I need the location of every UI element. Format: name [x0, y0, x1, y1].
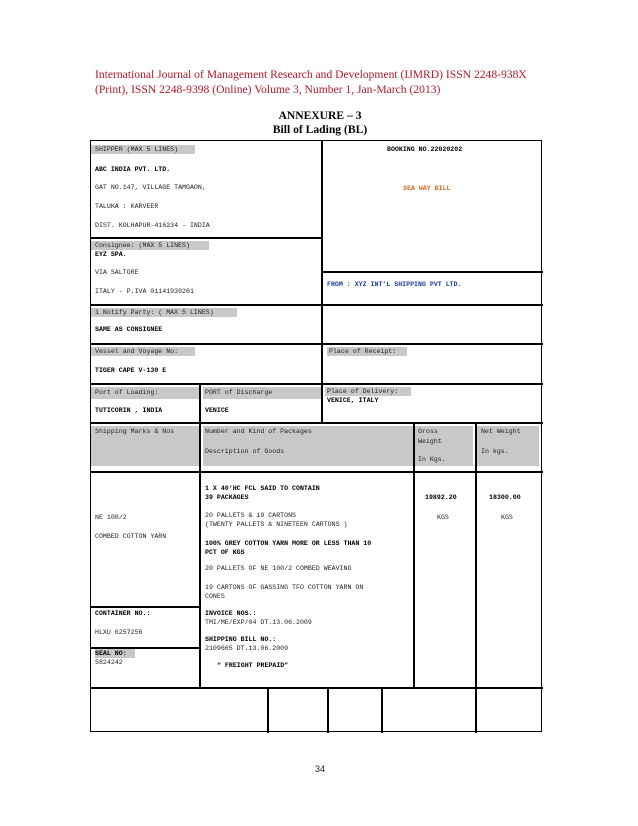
journal-header: [95, 67, 565, 97]
vessel-value: TIGER CAPE V-130 E: [95, 367, 167, 374]
container-value: HLXU 6257256: [95, 629, 143, 636]
rule: [475, 687, 477, 733]
net-header-1: Net Weight: [481, 428, 521, 435]
seal-label: SEAL NO:: [95, 650, 127, 657]
rule: [475, 422, 477, 687]
marks-header: Shipping Marks & Nos: [95, 428, 175, 435]
consignee-label: Consignee: (MAX 5 LINES): [95, 242, 190, 249]
rule: [91, 237, 321, 239]
booking-number: BOOKING NO.22020202: [387, 146, 463, 153]
container-label: CONTAINER NO.:: [95, 610, 151, 617]
freight-prepaid: “ FREIGHT PREPAID”: [217, 662, 289, 669]
net-unit: KGS: [501, 514, 513, 521]
delivery-value: VENICE, ITALY: [327, 397, 379, 404]
from-line: FROM : XYZ INT’L SHIPPING PVT LTD.: [327, 281, 462, 288]
invoice-value: TMI/ME/EXP/04 DT.13.06.2009: [205, 619, 312, 626]
shipper-address-1: GAT NO.147, VILLAGE TAMGAON,: [95, 184, 206, 191]
gross-header-2: Weight: [418, 438, 442, 445]
seal-value: 5824242: [95, 659, 123, 666]
container-line-2: 39 PACKAGES: [205, 494, 249, 501]
marks-line-2: COMBED COTTON YARN: [95, 533, 167, 540]
description-line-3: 20 PALLETS OF NE 100/2 COMBED WEAVING: [205, 565, 352, 572]
rule: [91, 606, 199, 608]
rule: [413, 422, 415, 687]
description-line-5: CONES: [205, 593, 225, 600]
bill-of-lading-form: [90, 140, 542, 732]
rule: [381, 687, 383, 733]
notify-value: SAME AS CONSIGNEE: [95, 326, 163, 333]
description-line-2: PCT OF KGS: [205, 549, 245, 556]
delivery-label: Place of Delivery:: [327, 388, 399, 395]
sea-way-bill: SEA WAY BILL: [403, 185, 451, 192]
consignee-name: EYZ SPA.: [95, 251, 127, 258]
gross-unit: KGS: [437, 514, 449, 521]
annexure-subtitle: Bill of Lading (BL): [272, 123, 368, 136]
shipper-address-2: TALUKA : KARVEER: [95, 203, 159, 210]
shipper-label: SHIPPER (MAX 5 LINES): [95, 146, 179, 153]
shipping-bill-value: 2109665 DT.13.06.2009: [205, 645, 289, 652]
consignee-address-2: ITALY - P.IVA 01141930261: [95, 288, 194, 295]
container-line-1: 1 X 40’HC FCL SAID TO CONTAIN: [205, 485, 320, 492]
pallets-line-1: 20 PALLETS & 19 CARTONS: [205, 512, 297, 519]
description-header: Description of Goods: [205, 448, 285, 455]
journal-header-line2: (Print), ISSN 2248-9398 (Online) Volume 3, Number 1, Jan-March (2013): [95, 83, 441, 96]
shipping-bill-label: SHIPPING BILL NO.:: [205, 636, 277, 643]
notify-label: 1 Notify Party: ( MAX 5 LINES): [95, 309, 214, 316]
discharge-label: PORT of Discharge: [205, 389, 273, 396]
rule: [91, 304, 543, 306]
rule: [199, 383, 201, 687]
receipt-label: Place of Receipt:: [329, 348, 397, 355]
gross-header-1: Gross: [418, 428, 438, 435]
rule: [267, 687, 269, 733]
gross-header-3: In Kgs.: [418, 456, 446, 463]
net-header-2: In kgs.: [481, 448, 509, 455]
rule: [321, 141, 323, 383]
rule: [321, 383, 323, 423]
journal-header-line1: International Journal of Management Research and Development (IJMRD) ISSN 2248-938X: [95, 68, 527, 81]
rule: [91, 343, 543, 345]
description-line-1: 100% GREY COTTON YARN MORE OR LESS THAN 10: [205, 540, 372, 547]
annexure-title: ANNEXURE – 3: [278, 109, 362, 122]
pallets-line-2: (TWENTY PALLETS & NINETEEN CARTONS ): [205, 521, 348, 528]
marks-line-1: NE 100/2: [95, 514, 127, 521]
discharge-value: VENICE: [205, 407, 229, 414]
net-value: 18300.00: [489, 494, 521, 501]
loading-value: TUTICORIN , INDIA: [95, 407, 163, 414]
page-number: 34: [314, 764, 325, 774]
invoice-label: INVOICE NOS.:: [205, 610, 257, 617]
shipper-name: ABC INDIA PVT. LTD.: [95, 166, 171, 173]
shipper-address-3: DIST. KOLHAPUR-416234 - INDIA: [95, 222, 210, 229]
consignee-address-1: VIA SALTORE: [95, 269, 139, 276]
rule: [327, 687, 329, 733]
loading-label: Port of Loading:: [95, 389, 159, 396]
vessel-label: Vessel and Voyage No:: [95, 348, 179, 355]
gross-value: 19892.20: [425, 494, 457, 501]
packages-header: Number and Kind of Packages: [205, 428, 312, 435]
description-line-4: 19 CARTONS OF GASSING TFO COTTON YARN ON: [205, 584, 364, 591]
rule: [321, 271, 543, 273]
rule: [91, 383, 543, 385]
